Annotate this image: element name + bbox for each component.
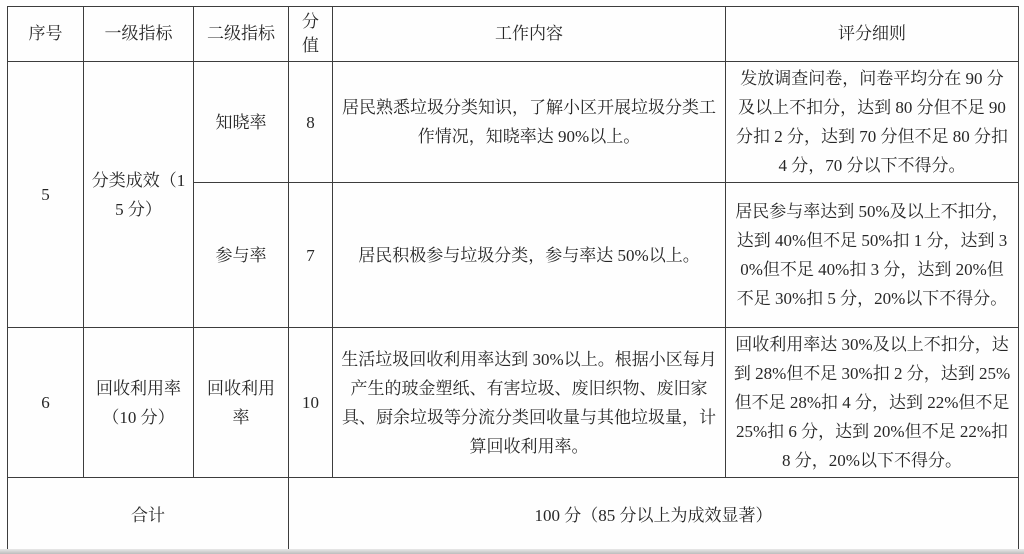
cell-work-content: 居民积极参与垃圾分类，参与率达 50%以上。	[333, 183, 726, 328]
cell-scoring-rules: 居民参与率达到 50%及以上不扣分，达到 40%但不足 50%扣 1 分，达到 30%但不足 40%扣 3 分，达到 20%但不足 30%扣 5 分，20%以下不得分。	[726, 183, 1019, 328]
cell-secondary-indicator: 知晓率	[194, 62, 289, 183]
page-bottom-shadow	[0, 549, 1024, 554]
cell-primary-indicator: 分类成效（15 分）	[84, 62, 194, 328]
header-secondary-indicator: 二级指标	[194, 7, 289, 62]
cell-primary-indicator: 回收利用率（10 分）	[84, 328, 194, 478]
cell-serial: 5	[8, 62, 84, 328]
table-row	[8, 62, 1019, 183]
cell-work-content: 居民熟悉垃圾分类知识，了解小区开展垃圾分类工作情况，知晓率达 90%以上。	[333, 62, 726, 183]
footer-total-label: 合计	[8, 478, 289, 554]
evaluation-table	[7, 6, 1019, 554]
cell-scoring-rules: 发放调查问卷，问卷平均分在 90 分及以上不扣分，达到 80 分但不足 90 分扣 2 分，达到 70 分但不足 80 分扣 4 分，70 分以下不得分。	[726, 62, 1019, 183]
table-header-row	[8, 7, 1019, 62]
footer-total-value: 100 分（85 分以上为成效显著）	[289, 478, 1019, 554]
cell-serial: 6	[8, 328, 84, 478]
table-row	[8, 328, 1019, 478]
header-primary-indicator: 一级指标	[84, 7, 194, 62]
cell-secondary-indicator: 参与率	[194, 183, 289, 328]
cell-score: 7	[289, 183, 333, 328]
cell-score: 8	[289, 62, 333, 183]
header-scoring-rules: 评分细则	[726, 7, 1019, 62]
table-footer-row	[8, 478, 1019, 554]
header-serial: 序号	[8, 7, 84, 62]
cell-score: 10	[289, 328, 333, 478]
cell-scoring-rules: 回收利用率达 30%及以上不扣分，达到 28%但不足 30%扣 2 分，达到 25%但不足 28%扣 4 分，达到 22%但不足 25%扣 6 分，达到 20%但不足 22%扣 8 分，20%以下不得分。	[726, 328, 1019, 478]
header-work-content: 工作内容	[333, 7, 726, 62]
cell-work-content: 生活垃圾回收利用率达到 30%以上。根据小区每月产生的玻金塑纸、有害垃圾、废旧织物、废旧家具、厨余垃圾等分流分类回收量与其他垃圾量，计算回收利用率。	[333, 328, 726, 478]
cell-secondary-indicator: 回收利用率	[194, 328, 289, 478]
header-score: 分值	[289, 7, 333, 62]
